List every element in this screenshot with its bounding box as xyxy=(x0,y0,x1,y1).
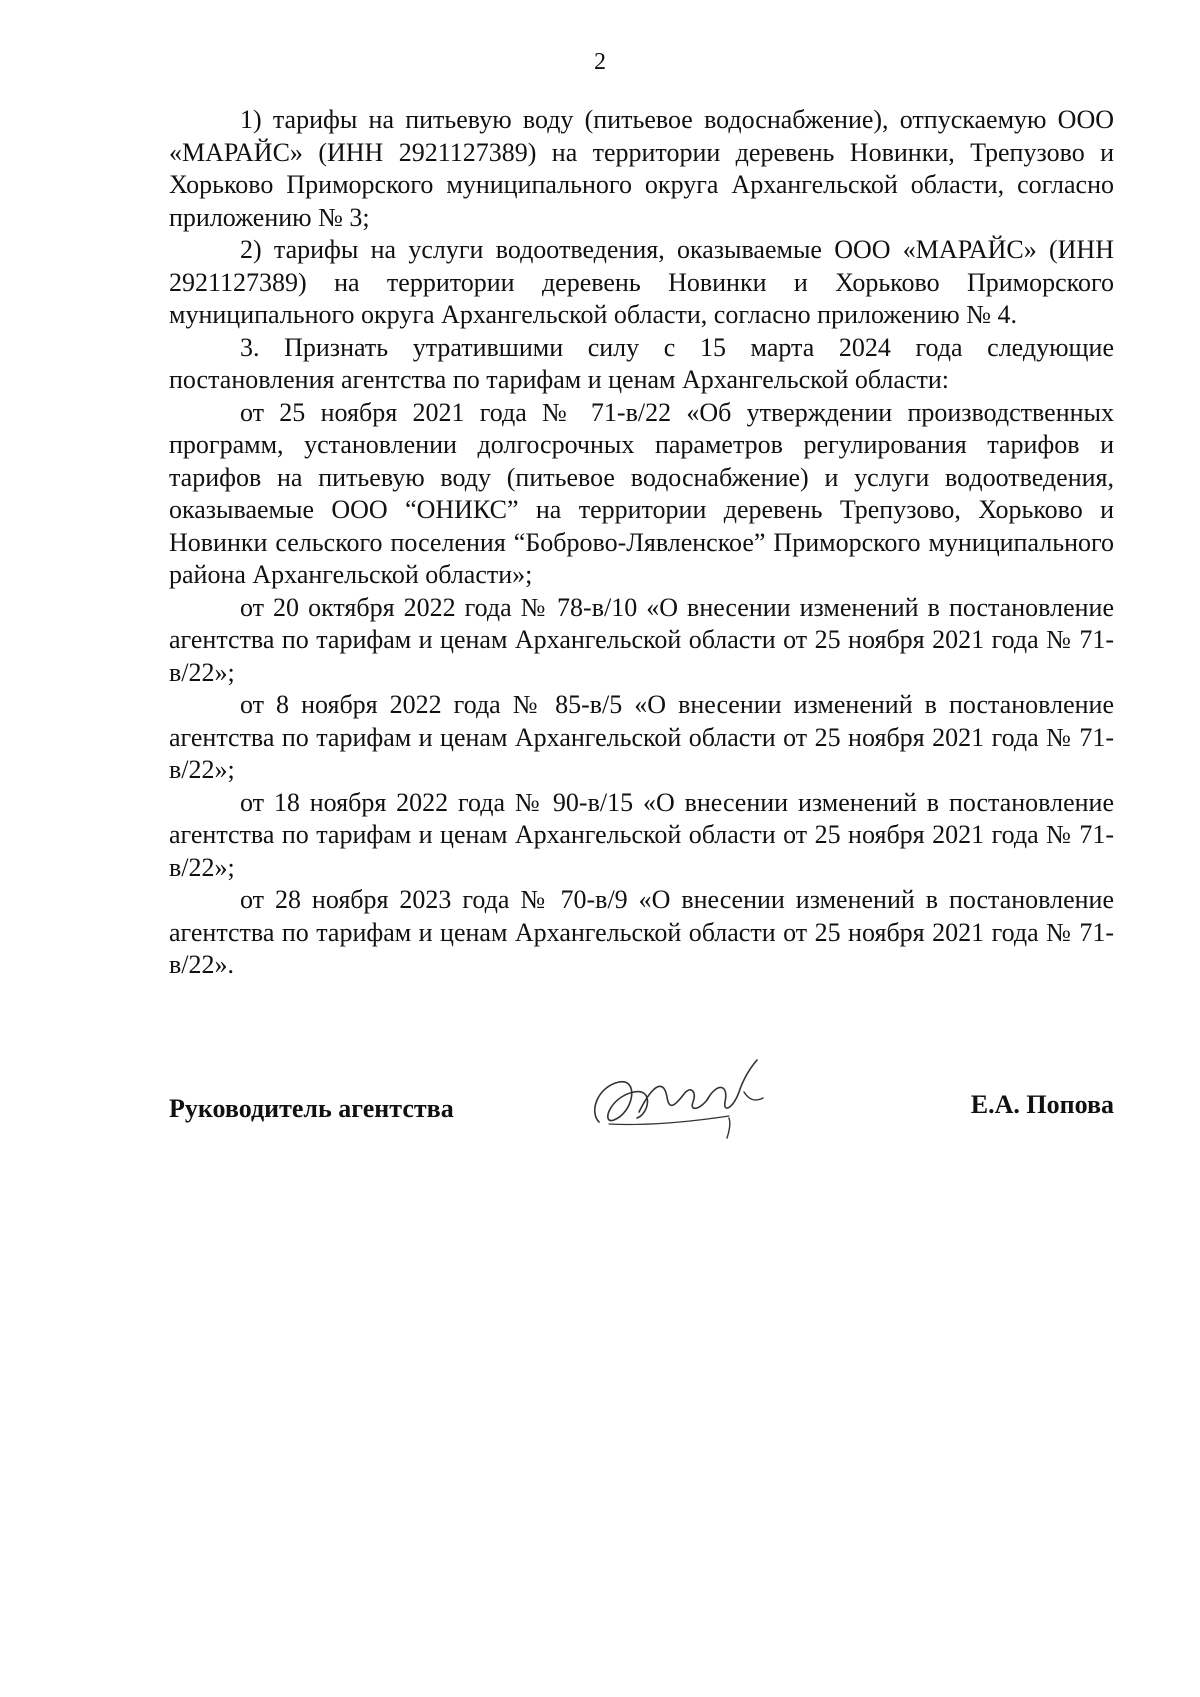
signatory-name: Е.А. Попова xyxy=(970,1090,1114,1119)
paragraph-repealed-decree-4: от 18 ноября 2022 года № 90-в/15 «О внесении изменений в постановление агентства по тарифам и ценам Архангельской области от 25 ноября 2021 года № 71-в/22»; xyxy=(169,787,1114,882)
paragraph-repealed-decree-5: от 28 ноября 2023 года № 70-в/9 «О внесении изменений в постановление агентства по тарифам и ценам Архангельской области от 25 ноября 2021 года № 71-в/22». xyxy=(169,885,1114,979)
paragraph-repealed-decree-2: от 20 октября 2022 года № 78-в/10 «О внесении изменений в постановление агентства по тарифам и ценам Архангельской области от 25 ноября 2021 года № 71-в/22»; xyxy=(169,592,1114,687)
handwritten-signature xyxy=(579,1052,779,1142)
document-body xyxy=(169,104,1114,982)
paragraph-repealed-decree-1: от 25 ноября 2021 года № 71-в/22 «Об утверждении производственных программ, установлении долгосрочных параметров регулирования тарифов и тарифов на питьевую воду (питьевое водоснабжение) и услуги водоотведения, оказываемые ООО “ОНИКС” на территории деревень Трепузово, Хорьково и Новинки сельского поселения “Боброво-Лявленское” Приморского муниципального района Архангельской области»; xyxy=(169,397,1114,589)
paragraph-tariff-water: 1) тарифы на питьевую воду (питьевое водоснабжение), отпускаемую ООО «МАРАЙС» (ИНН 2921127389) на территории деревень Новинки, Трепузово и Хорьково Приморского муниципального округа Архангельской области, согласно приложению № 3; xyxy=(169,105,1114,232)
paragraph-tariff-drainage: 2) тарифы на услуги водоотведения, оказываемые ООО «МАРАЙС» (ИНН 2921127389) на территории деревень Новинки и Хорьково Приморского муниципального округа Архангельской области, согласно приложению № 4. xyxy=(169,235,1114,329)
paragraph-repeal-clause: 3. Признать утратившими силу с 15 марта 2024 года следующие постановления агентства по тарифам и ценам Архангельской области: xyxy=(169,332,1114,394)
paragraph-repealed-decree-3: от 8 ноября 2022 года № 85-в/5 «О внесении изменений в постановление агентства по тарифам и ценам Архангельской области от 25 ноября 2021 года № 71-в/22»; xyxy=(169,690,1114,784)
signature-block xyxy=(169,1052,1114,1142)
page-number: 2 xyxy=(594,49,606,75)
signatory-title: Руководитель агентства xyxy=(169,1094,454,1123)
